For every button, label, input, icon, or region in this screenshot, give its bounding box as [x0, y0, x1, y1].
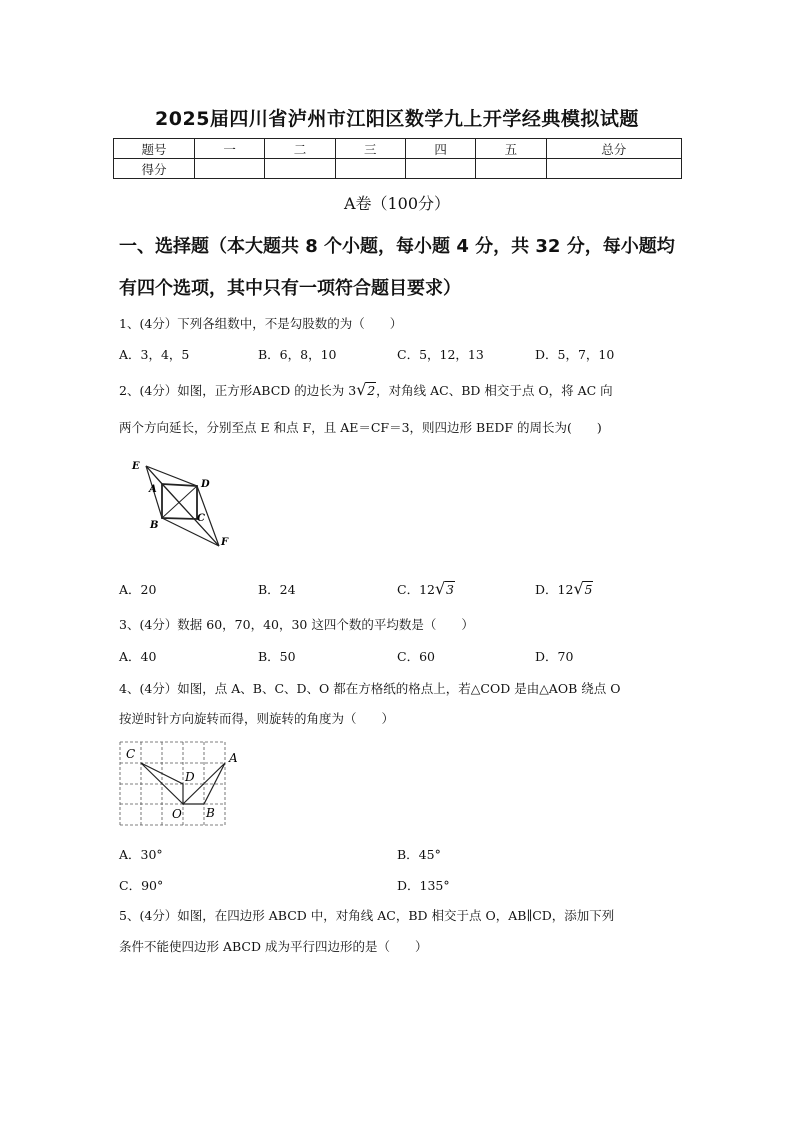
label-o: O [172, 807, 182, 821]
diagonal-bd [162, 486, 197, 518]
q1-option-c[interactable]: C．5，12，13 [397, 347, 484, 362]
score-header-cell: 四 [405, 139, 475, 159]
q2-stem-line2: 两个方向延长，分别至点 E 和点 F，且 AE＝CF＝3，则四边形 BEDF 的周长为( ) [119, 420, 602, 435]
q3-option-d[interactable]: D．70 [535, 649, 574, 664]
sqrt-icon: √ 5 [573, 579, 593, 598]
score-cell[interactable] [195, 159, 265, 179]
q3-stem: 3、(4分）数据 60，70，40，30 这四个数的平均数是（ ） [119, 617, 474, 632]
q2-stem-part-a: 2、(4分）如图，正方形ABCD 的边长为 3 [119, 383, 357, 398]
q1-option-b[interactable]: B．6，8，10 [258, 347, 337, 362]
score-header-cell: 题号 [114, 139, 195, 159]
q2-option-d[interactable] [535, 580, 593, 598]
q4-figure [116, 737, 246, 832]
score-header-cell: 二 [265, 139, 335, 159]
q5-stem-line2: 条件不能使四边形 ABCD 成为平行四边形的是（ ） [119, 939, 428, 954]
score-cell[interactable] [405, 159, 475, 179]
q2-stem-line1 [119, 381, 689, 399]
label-b: B [150, 520, 159, 531]
label-b: B [206, 806, 215, 820]
q2-option-c-label: C．12 [397, 582, 435, 597]
label-d: D [201, 479, 210, 490]
q4-option-d[interactable]: D．135° [397, 878, 450, 893]
label-c: C [126, 747, 136, 761]
diagonal-ef [146, 466, 219, 546]
q4-option-b[interactable]: B．45° [397, 847, 441, 862]
section-a-heading: A卷（100分） [343, 194, 451, 213]
q3-option-b[interactable]: B．50 [258, 649, 296, 664]
q2-stem-root: 2 [367, 383, 376, 398]
q3-option-a[interactable]: A．40 [119, 649, 157, 664]
label-a: A [149, 484, 157, 495]
score-table-score-row [114, 159, 682, 179]
score-header-cell: 三 [335, 139, 405, 159]
score-table-header-row [114, 139, 682, 159]
q4-option-a[interactable]: A．30° [119, 847, 163, 862]
score-header-cell: 一 [195, 139, 265, 159]
score-cell[interactable] [476, 159, 546, 179]
label-e: E [132, 461, 140, 472]
q5-stem-line1: 5、(4分）如图，在四边形 ABCD 中，对角线 AC，BD 相交于点 O，AB∥CD，添加下列 [119, 908, 615, 923]
label-c: C [197, 513, 205, 524]
q2-figure [125, 455, 240, 550]
q1-option-d[interactable]: D．5，7，10 [535, 347, 615, 362]
q2-option-d-root: 5 [584, 582, 593, 597]
q2-option-a[interactable]: A．20 [119, 582, 157, 597]
label-f: F [221, 537, 229, 548]
q2-stem-part-b: ，对角线 AC、BD 相交于点 O，将 AC 向 [376, 383, 613, 398]
q4-stem-line1: 4、(4分）如图，点 A、B、C、D、O 都在方格纸的格点上，若△COD 是由△AOB 绕点 O [119, 681, 621, 696]
score-header-cell: 五 [476, 139, 546, 159]
q3-option-c[interactable]: C．60 [397, 649, 435, 664]
score-table [113, 138, 682, 179]
q2-option-d-label: D．12 [535, 582, 574, 597]
label-a: A [229, 751, 238, 765]
score-cell[interactable] [546, 159, 681, 179]
score-cell[interactable] [335, 159, 405, 179]
sqrt-icon: √ 3 [434, 579, 454, 598]
q4-option-c[interactable]: C．90° [119, 878, 164, 893]
score-row-label: 得分 [114, 159, 195, 179]
label-d: D [185, 770, 195, 784]
score-cell[interactable] [265, 159, 335, 179]
page-title: 2025届四川省泸州市江阳区数学九上开学经典模拟试题 [155, 108, 639, 130]
part1-heading-line2: 有四个选项，其中只有一项符合题目要求） [119, 278, 461, 299]
part1-heading-line1: 一、选择题（本大题共 8 个小题，每小题 4 分，共 32 分，每小题均 [119, 236, 675, 257]
score-header-cell: 总分 [546, 139, 681, 159]
q4-stem-line2: 按逆时针方向旋转而得，则旋转的角度为（ ） [119, 711, 395, 726]
q1-option-a[interactable]: A．3，4，5 [119, 347, 190, 362]
q2-option-c[interactable] [397, 580, 455, 598]
sqrt-icon: √ 2 [356, 380, 376, 399]
q2-option-b[interactable]: B．24 [258, 582, 296, 597]
q1-stem: 1、(4分）下列各组数中，不是勾股数的为（ ） [119, 316, 403, 331]
q2-option-c-root: 3 [445, 582, 454, 597]
